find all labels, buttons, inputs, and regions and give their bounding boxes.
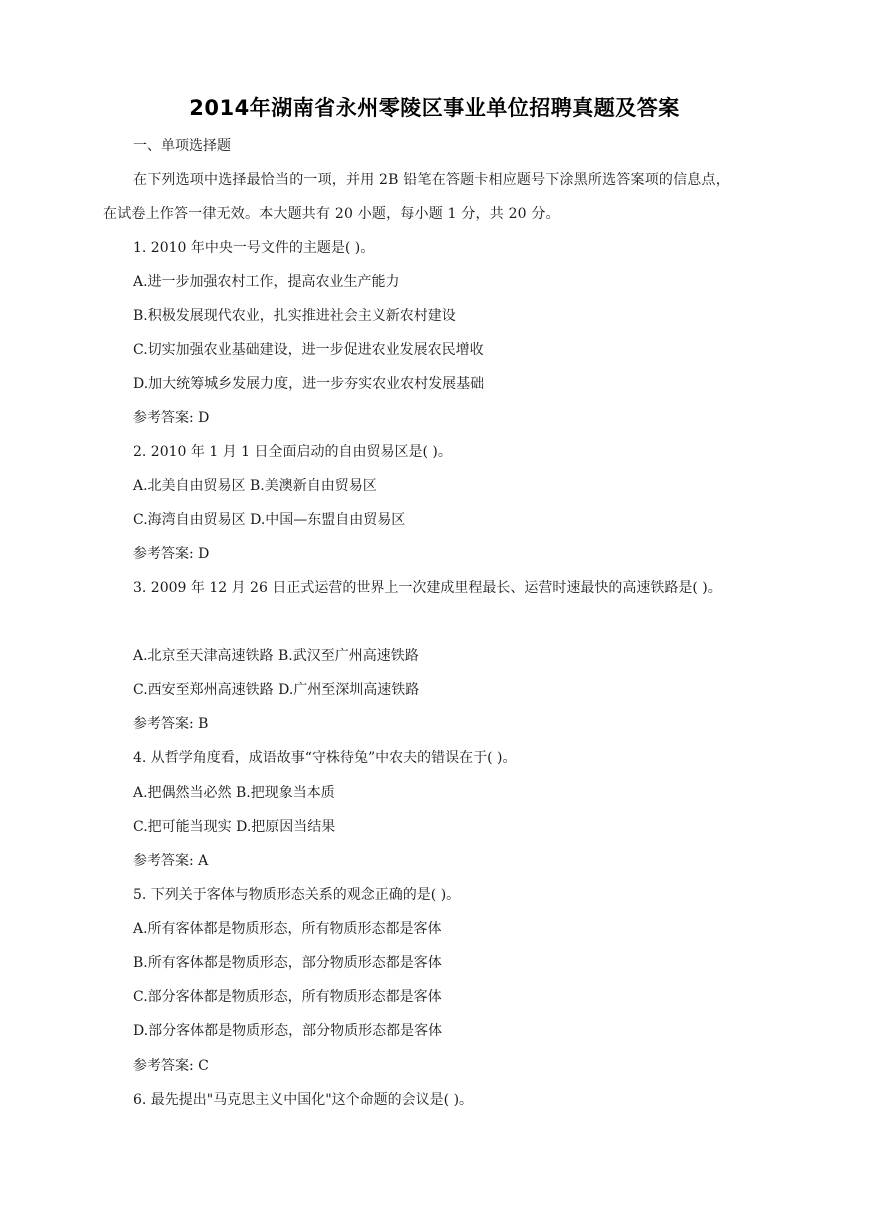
question-2-stem: 2. 2010 年 1 月 1 日全面启动的自由贸易区是( )。	[133, 444, 452, 460]
question-1-answer: 参考答案: D	[133, 410, 210, 426]
question-4-answer: 参考答案: A	[133, 853, 209, 869]
question-2-options-ab: A.北美自由贸易区 B.美澳新自由贸易区	[133, 478, 377, 494]
question-4-stem: 4. 从哲学角度看，成语故事“守株待兔”中农夫的错误在于( )。	[133, 750, 517, 766]
instructions-line-2: 在试卷上作答一律无效。本大题共有 20 小题，每小题 1 分，共 20 分。	[103, 206, 560, 222]
question-3-stem: 3. 2009 年 12 月 26 日正式运营的世界上一次建成里程最长、运营时速最快的高速铁路是( )。	[133, 580, 722, 596]
question-1-stem: 1. 2010 年中央一号文件的主题是( )。	[133, 240, 375, 256]
instructions-line-1: 在下列选项中选择最恰当的一项，并用 2B 铅笔在答题卡相应题号下涂黑所选答案项的信息点，	[133, 172, 730, 188]
question-5-option-a: A.所有客体都是物质形态，所有物质形态都是客体	[133, 921, 442, 937]
question-3-options-ab: A.北京至天津高速铁路 B.武汉至广州高速铁路	[133, 648, 419, 664]
question-1-option-a: A.进一步加强农村工作，提高农业生产能力	[133, 274, 400, 290]
question-5-option-c: C.部分客体都是物质形态，所有物质形态都是客体	[133, 989, 442, 1005]
question-2-options-cd: C.海湾自由贸易区 D.中国—东盟自由贸易区	[133, 512, 406, 528]
question-1-option-b: B.积极发展现代农业，扎实推进社会主义新农村建设	[133, 308, 456, 324]
question-1-option-d: D.加大统筹城乡发展力度，进一步夯实农业农村发展基础	[133, 376, 485, 392]
section-heading: 一、单项选择题	[133, 138, 231, 154]
question-6-stem: 6. 最先提出"马克思主义中国化"这个命题的会议是( )。	[133, 1092, 474, 1108]
question-5-option-d: D.部分客体都是物质形态，部分物质形态都是客体	[133, 1023, 443, 1039]
question-3-answer: 参考答案: B	[133, 716, 209, 732]
document-title: 2014年湖南省永州零陵区事业单位招聘真题及答案	[189, 96, 680, 120]
question-4-options-ab: A.把偶然当必然 B.把现象当本质	[133, 785, 335, 801]
question-2-answer: 参考答案: D	[133, 546, 210, 562]
question-3-options-cd: C.西安至郑州高速铁路 D.广州至深圳高速铁路	[133, 682, 420, 698]
question-1-option-c: C.切实加强农业基础建设，进一步促进农业发展农民增收	[133, 342, 484, 358]
question-5-answer: 参考答案: C	[133, 1058, 209, 1074]
question-4-options-cd: C.把可能当现实 D.把原因当结果	[133, 819, 336, 835]
question-5-option-b: B.所有客体都是物质形态，部分物质形态都是客体	[133, 955, 442, 971]
question-5-stem: 5. 下列关于客体与物质形态关系的观念正确的是( )。	[133, 887, 461, 903]
